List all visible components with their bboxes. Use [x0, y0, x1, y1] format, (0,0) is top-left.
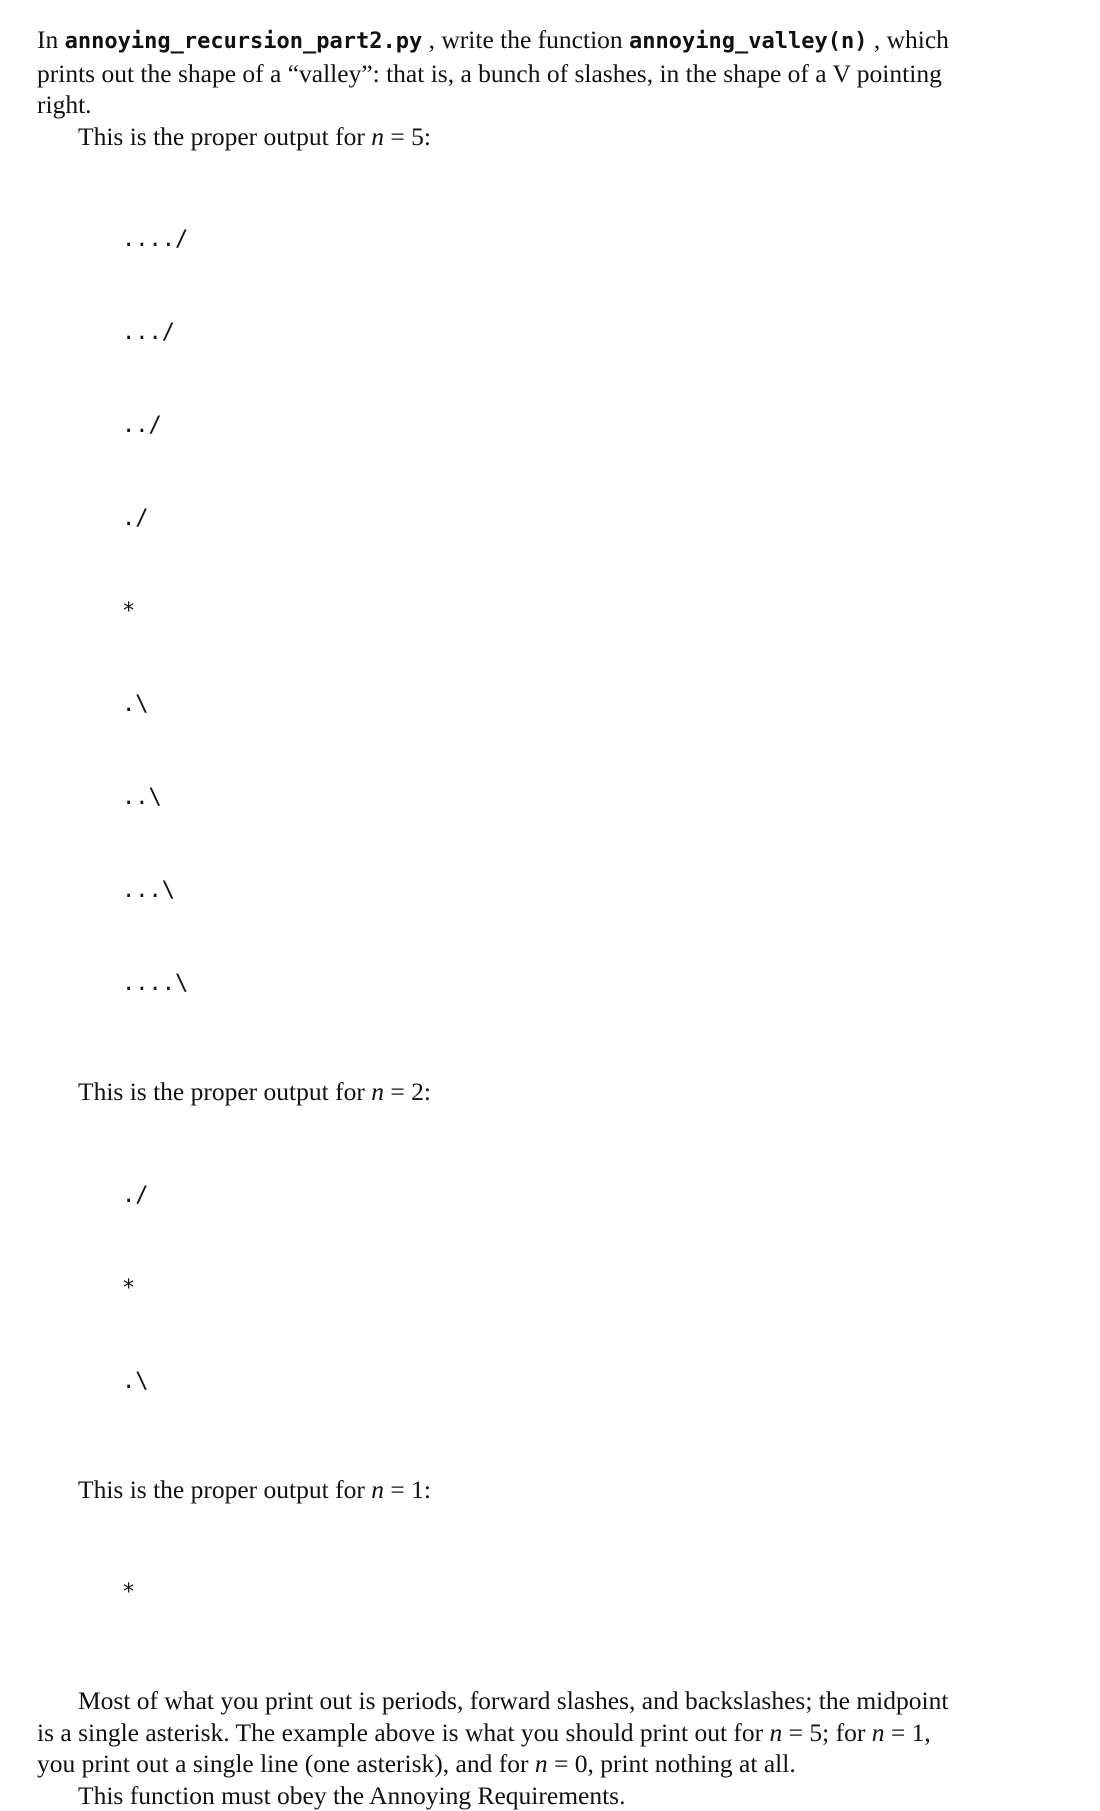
example-label-n2: This is the proper output for n = 2:: [37, 1076, 957, 1108]
intro-mid: , write the function: [429, 25, 623, 54]
output-line: .\: [122, 689, 957, 720]
output-line: ....\: [122, 968, 957, 999]
output-line: .\: [122, 1366, 957, 1397]
math-var: n: [371, 1077, 384, 1106]
example-label-n5: This is the proper output for n = 5:: [37, 121, 957, 153]
intro-paragraph: [37, 24, 957, 121]
closing-paragraph: Most of what you print out is periods, forward slashes, and backslashes; the midpoint is a single asterisk. The example above is what you should print out for n = 5; for n = 1, you print out a single line (one asterisk), and for n = 0, print nothing at all.: [37, 1685, 957, 1780]
output-line: ./: [122, 503, 957, 534]
requirements-paragraph: This function must obey the Annoying Requirements.: [37, 1780, 957, 1811]
function-signature-code: annoying_valley(n): [629, 29, 867, 54]
output-line: ..../: [122, 224, 957, 255]
filename-code: annoying_recursion_part2.py: [65, 29, 423, 54]
output-line: .../: [122, 317, 957, 348]
output-block-n1: [37, 1515, 957, 1670]
output-line: ...\: [122, 875, 957, 906]
intro-suffix: , which prints out the shape of a “valley”: that is, a bunch of slashes, in the shape of a V pointing right.: [37, 25, 949, 119]
output-line: *: [122, 596, 957, 627]
intro-prefix: In: [37, 25, 58, 54]
output-line: *: [122, 1577, 957, 1608]
output-block-n2: [37, 1118, 957, 1459]
math-var: n: [371, 122, 384, 151]
document-body: [37, 24, 957, 1811]
output-line: ../: [122, 410, 957, 441]
example-label-n1: This is the proper output for n = 1:: [37, 1474, 957, 1506]
output-line: ..\: [122, 782, 957, 813]
output-block-n5: [37, 162, 957, 1061]
math-var: n: [872, 1718, 885, 1747]
output-line: ./: [122, 1180, 957, 1211]
math-var: n: [770, 1718, 783, 1747]
output-line: *: [122, 1273, 957, 1304]
math-var: n: [371, 1475, 384, 1504]
math-var: n: [535, 1749, 548, 1778]
